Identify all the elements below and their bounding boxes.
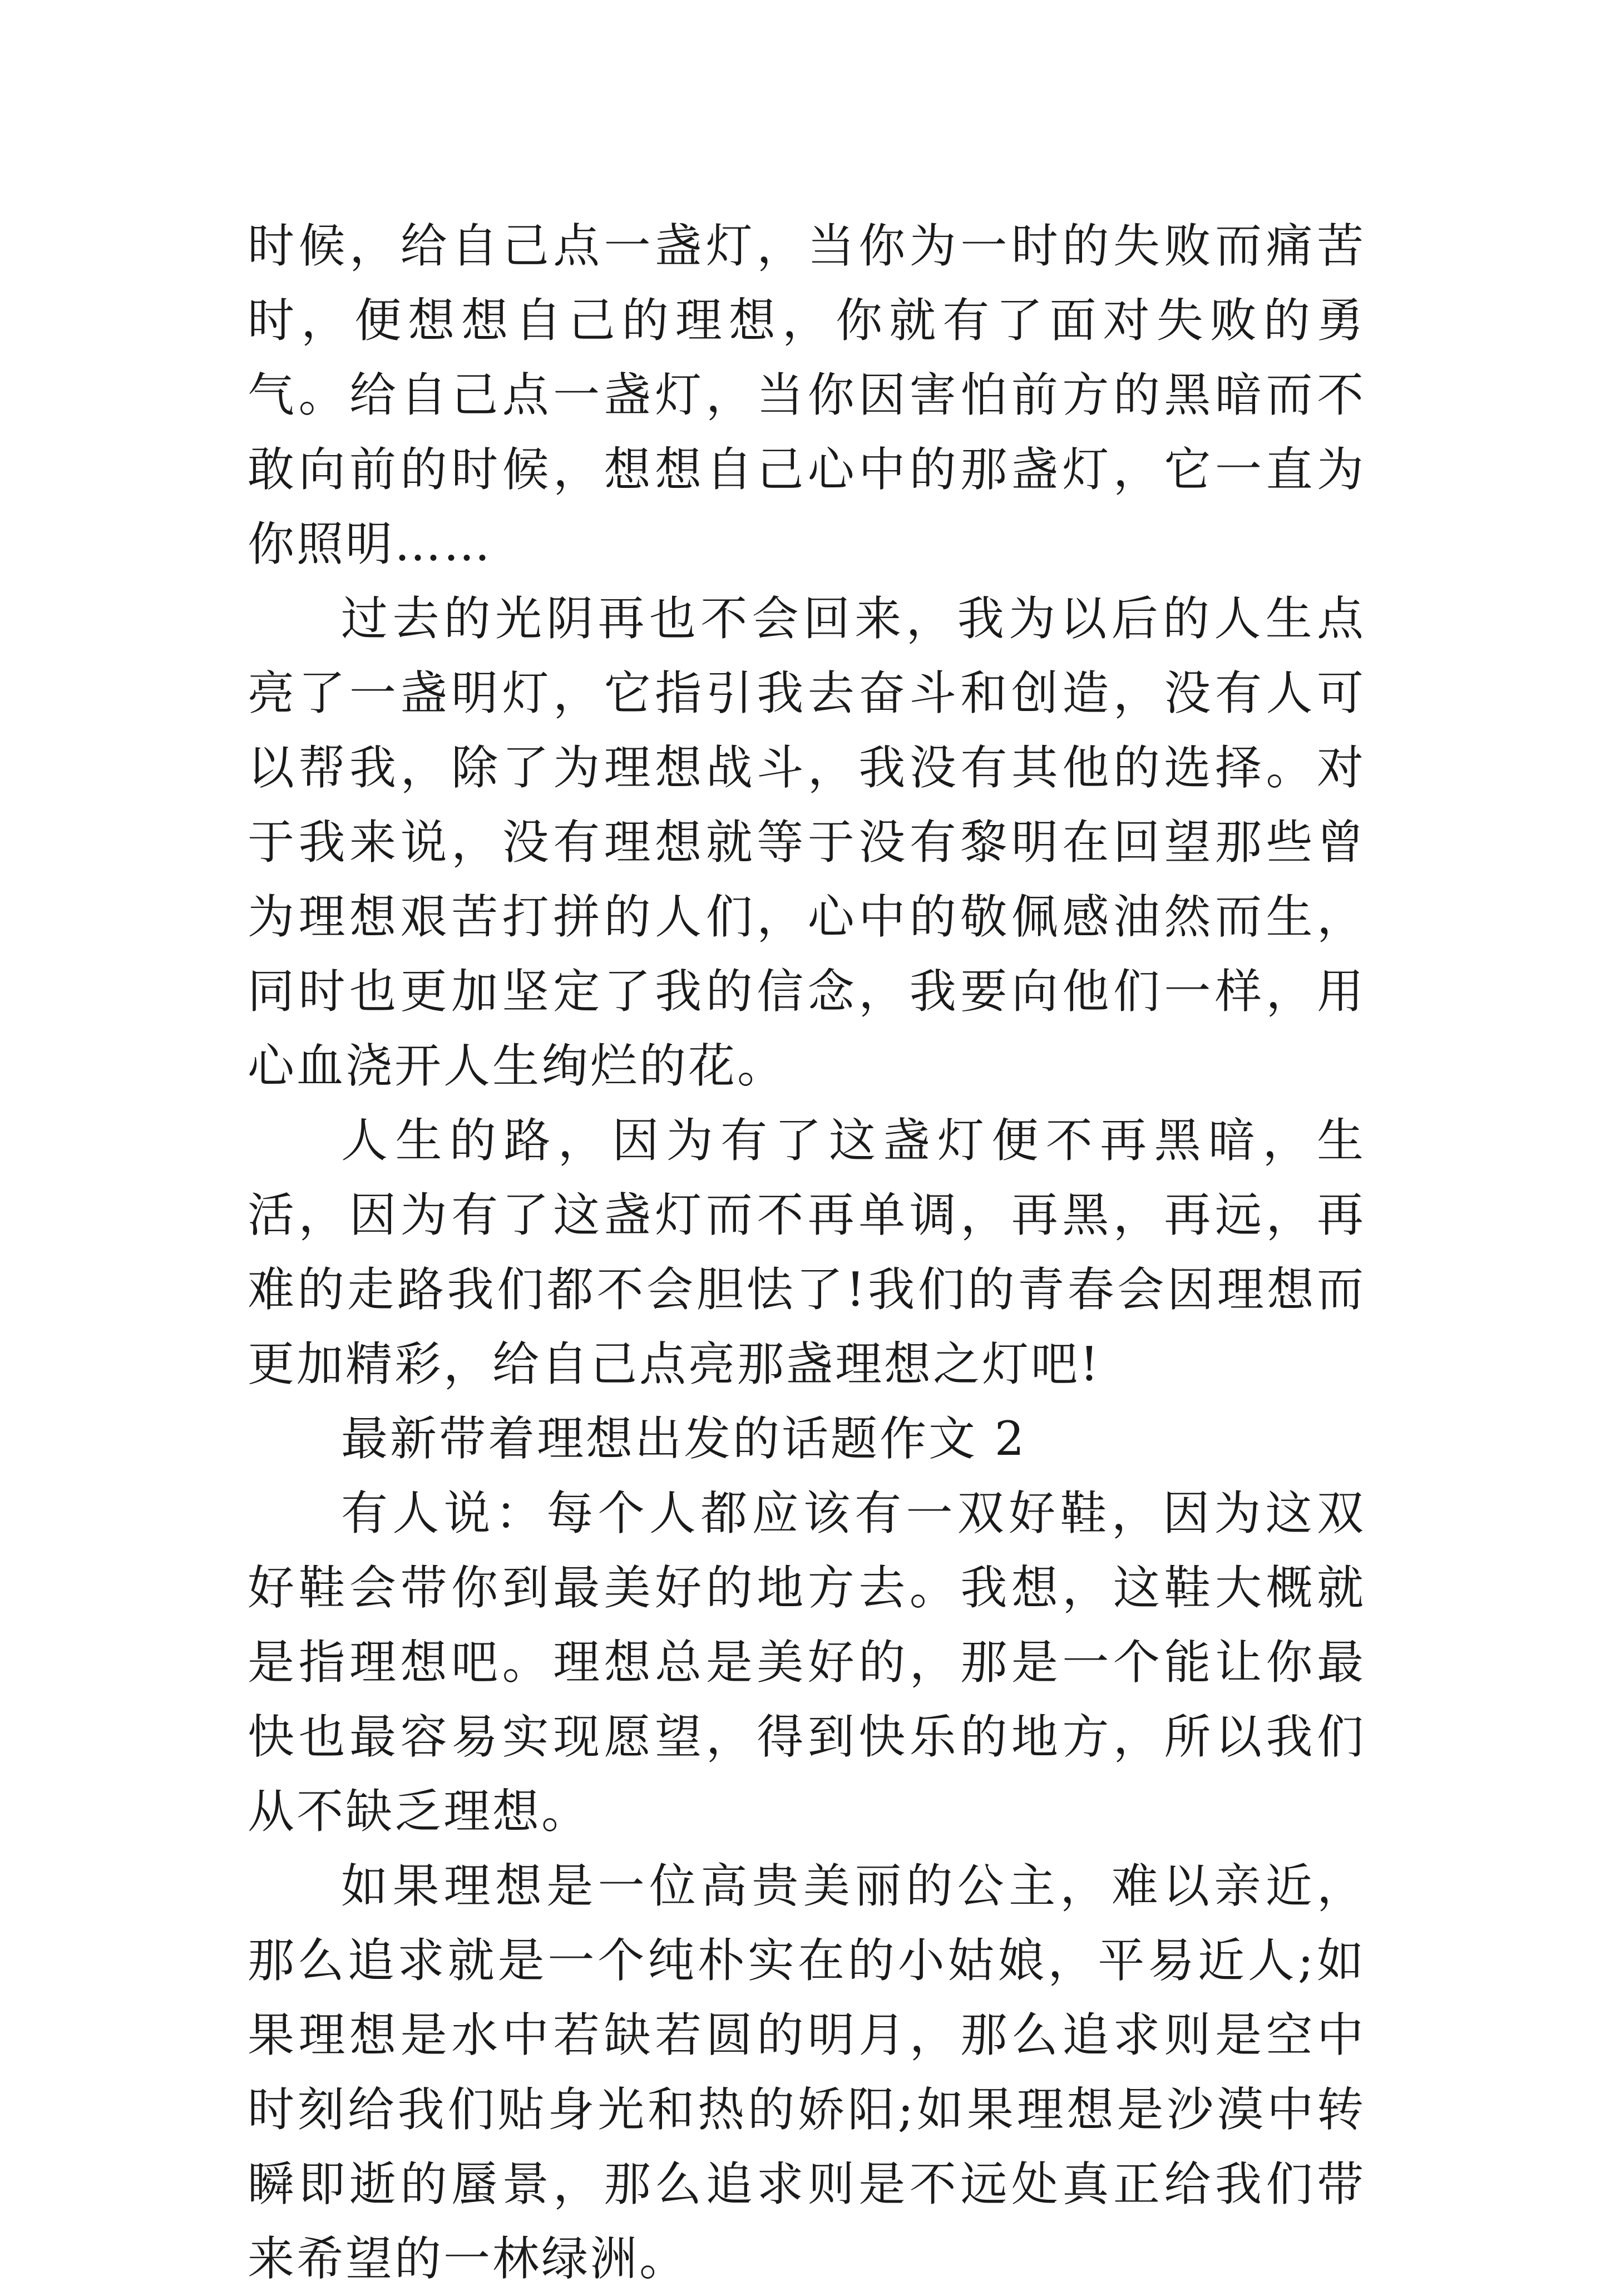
paragraph-1: 时候，给自己点一盏灯，当你为一时的失败而痛苦时，便想想自己的理想，你就有了面对失败的勇气。给自己点一盏灯，当你因害怕前方的黑暗而不敢向前的时候，想想自己心中的那盏灯，它一直为你照明…… <box>248 219 1366 571</box>
paragraph-5: 如果理想是一位高贵美丽的公主，难以亲近，那么追求就是一个纯朴实在的小姑娘，平易近人;如果理想是水中若缺若圆的明月，那么追求则是空中时刻给我们贴身光和热的娇阳;如果理想是沙漠中转瞬即逝的蜃景，那么追求则是不远处真正给我们带来希望的一林绿洲。 <box>248 1859 1366 2286</box>
document-body <box>248 209 1366 2296</box>
essay-heading: 最新带着理想出发的话题作文 2 <box>341 1411 1027 1466</box>
paragraph-2: 过去的光阴再也不会回来，我为以后的人生点亮了一盏明灯，它指引我去奋斗和创造，没有人可以帮我，除了为理想战斗，我没有其他的选择。对于我来说，没有理想就等于没有黎明在回望那些曾为理想艰苦打拼的人们，心中的敬佩感油然而生，同时也更加坚定了我的信念，我要向他们一样，用心血浇开人生绚烂的花。 <box>248 591 1366 1093</box>
paragraph-4: 有人说：每个人都应该有一双好鞋，因为这双好鞋会带你到最美好的地方去。我想，这鞋大概就是指理想吧。理想总是美好的，那是一个能让你最快也最容易实现愿望，得到快乐的地方，所以我们从不缺乏理想。 <box>248 1486 1366 1839</box>
paragraph-3: 人生的路，因为有了这盏灯便不再黑暗，生活，因为有了这盏灯而不再单调，再黑，再远，再难的走路我们都不会胆怯了!我们的青春会因理想而更加精彩，给自己点亮那盏理想之灯吧! <box>248 1113 1366 1391</box>
